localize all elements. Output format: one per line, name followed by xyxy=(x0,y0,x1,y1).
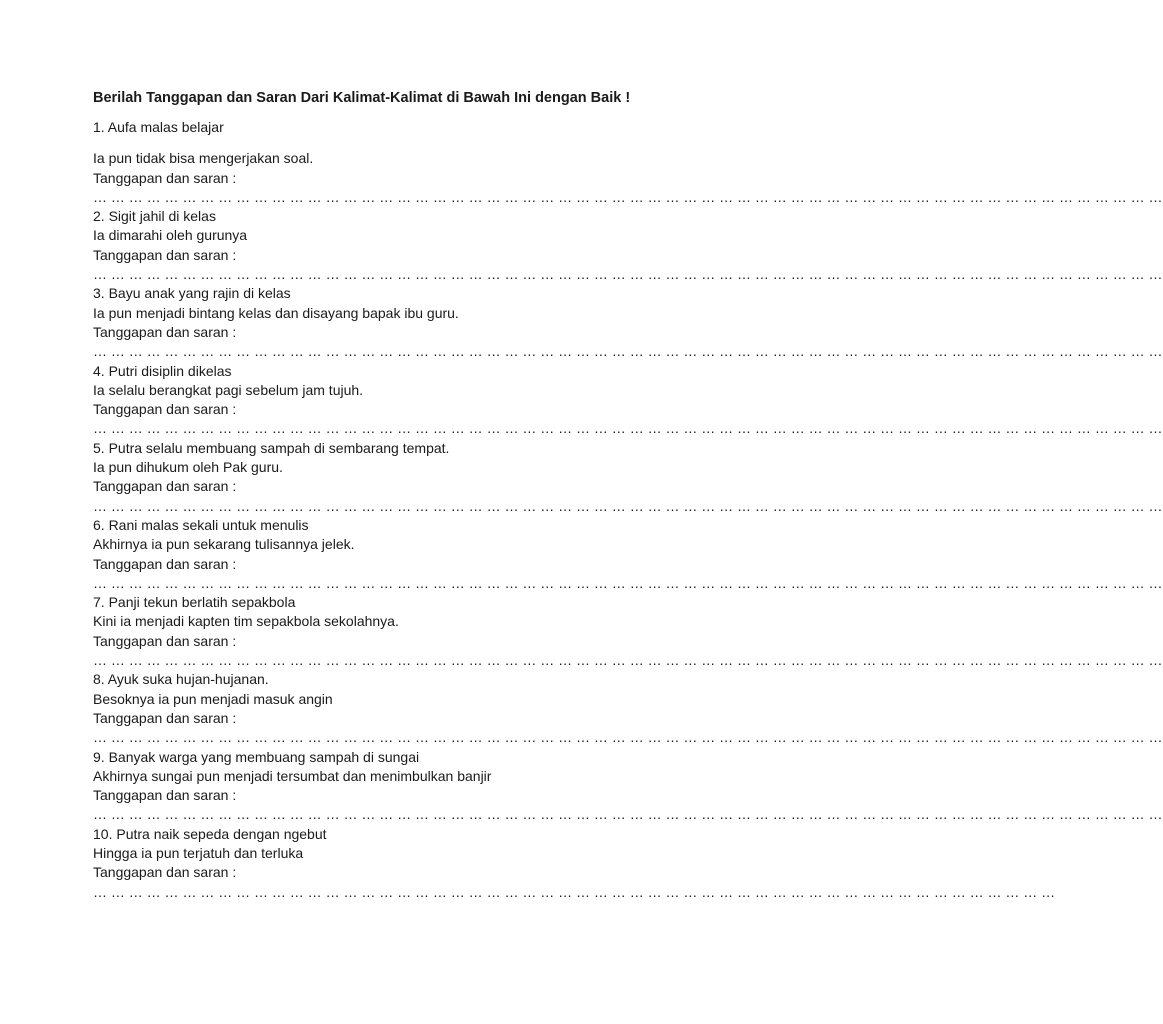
question-text: 5. Putra selalu membuang sampah di sembarang tempat. xyxy=(93,439,450,456)
consequence-text: Akhirnya sungai pun menjadi tersumbat dan menimbulkan banjir xyxy=(93,767,492,784)
response-label: Tanggapan dan saran : xyxy=(93,246,237,263)
answer-dotted-line: … … … … … … … … … … … … … … … … … … … … … … … … … … … … … … … … … … … … … … … … … … … … … … … … … … … … … … … … … … … … xyxy=(93,188,1163,205)
consequence-text: Hingga ia pun terjatuh dan terluka xyxy=(93,844,304,861)
question-text: 10. Putra naik sepeda dengan ngebut xyxy=(93,825,327,842)
response-label: Tanggapan dan saran : xyxy=(93,632,237,649)
exercise-item-1 xyxy=(93,118,1163,207)
response-label: Tanggapan dan saran : xyxy=(93,555,237,572)
consequence-text: Ia pun dihukum oleh Pak guru. xyxy=(93,459,283,476)
consequence-text: Akhirnya ia pun sekarang tulisannya jelek. xyxy=(93,536,355,553)
consequence-text: Ia selalu berangkat pagi sebelum jam tujuh. xyxy=(93,381,364,398)
question-text: 6. Rani malas sekali untuk menulis xyxy=(93,516,309,533)
answer-dotted-line: … … … … … … … … … … … … … … … … … … … … … … … … … … … … … … … … … … … … … … … … … … … … … … … … … … … … … … … … … … … … xyxy=(93,266,1163,283)
question-text: 7. Panji tekun berlatih sepakbola xyxy=(93,594,296,611)
question-text: 8. Ayuk suka hujan-hujanan. xyxy=(93,671,269,688)
question-text: 1. Aufa malas belajar xyxy=(93,119,224,135)
answer-dotted-line: … … … … … … … … … … … … … … … … … … … … … … … … … … … … … … … … … … … … … … … … … … … … … … … … … … … … … … … … … … … … xyxy=(93,343,1163,360)
exercise-item-2 xyxy=(93,207,1163,284)
consequence-text: Kini ia menjadi kapten tim sepakbola sekolahnya. xyxy=(93,613,399,630)
exercise-item-4 xyxy=(93,362,1163,439)
answer-dotted-line: … … … … … … … … … … … … … … … … … … … … … … … … … … … … … … … … … … … … … … … … … … … … … … … … … … … … … … … … … … … … xyxy=(93,806,1163,823)
exercise-item-3 xyxy=(93,284,1163,361)
response-label: Tanggapan dan saran : xyxy=(93,478,237,495)
exercise-item-8 xyxy=(93,670,1163,747)
response-label: Tanggapan dan saran : xyxy=(93,709,237,726)
response-label: Tanggapan dan saran : xyxy=(93,323,237,340)
worksheet-title: Berilah Tanggapan dan Saran Dari Kalimat-Kalimat di Bawah Ini dengan Baik ! xyxy=(93,90,631,106)
consequence-text: Ia pun tidak bisa mengerjakan soal. xyxy=(93,150,314,167)
response-label: Tanggapan dan saran : xyxy=(93,787,237,804)
answer-dotted-line: … … … … … … … … … … … … … … … … … … … … … … … … … … … … … … … … … … … … … … … … … … … … … … … … … … … … … … … … … … … … xyxy=(93,652,1163,669)
exercise-item-7 xyxy=(93,593,1163,670)
exercise-item-5 xyxy=(93,439,1163,516)
response-label: Tanggapan dan saran : xyxy=(93,401,237,418)
question-text: 3. Bayu anak yang rajin di kelas xyxy=(93,285,291,302)
question-text: 2. Sigit jahil di kelas xyxy=(93,208,216,225)
question-text: 4. Putri disiplin dikelas xyxy=(93,362,232,379)
answer-dotted-line: … … … … … … … … … … … … … … … … … … … … … … … … … … … … … … … … … … … … … … … … … … … … … … … … … … … … … … … … … … … … xyxy=(93,574,1163,591)
consequence-text: Ia pun menjadi bintang kelas dan disayang bapak ibu guru. xyxy=(93,304,459,321)
response-label: Tanggapan dan saran : xyxy=(93,864,237,881)
answer-dotted-line: … … … … … … … … … … … … … … … … … … … … … … … … … … … … … … … … … … … … … … … … … … … … … … … … … … … … … … … … … … … … xyxy=(93,729,1163,746)
response-label: Tanggapan dan saran : xyxy=(93,169,237,186)
question-text: 9. Banyak warga yang membuang sampah di sungai xyxy=(93,748,420,765)
worksheet-page xyxy=(93,89,1163,902)
consequence-text: Ia dimarahi oleh gurunya xyxy=(93,227,248,244)
exercise-item-6 xyxy=(93,516,1163,593)
answer-dotted-line: … … … … … … … … … … … … … … … … … … … … … … … … … … … … … … … … … … … … … … … … … … … … … … … … … … … … … … … … … … … … xyxy=(93,497,1163,514)
consequence-text: Besoknya ia pun menjadi masuk angin xyxy=(93,690,333,707)
exercise-item-10 xyxy=(93,825,1056,902)
exercise-item-9 xyxy=(93,748,1163,825)
answer-dotted-line: … … … … … … … … … … … … … … … … … … … … … … … … … … … … … … … … … … … … … … … … … … … … … … … … … … … … … … xyxy=(93,883,1056,900)
answer-dotted-line: … … … … … … … … … … … … … … … … … … … … … … … … … … … … … … … … … … … … … … … … … … … … … … … … … … … … … … … … … … … … xyxy=(93,420,1163,437)
